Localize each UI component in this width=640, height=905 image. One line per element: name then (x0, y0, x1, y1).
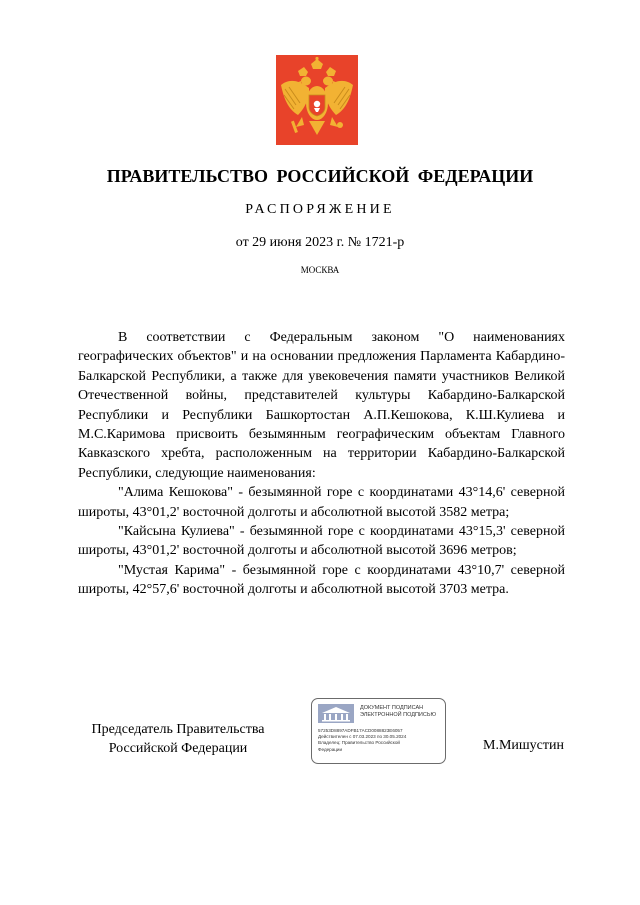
electronic-signature-stamp (311, 698, 446, 764)
stamp-owner-line2: Федерации (318, 746, 343, 752)
stamp-validity: Действителен с 07.03.2023 по 30.05.2024 (318, 734, 407, 740)
government-title: ПРАВИТЕЛЬСТВО РОССИЙСКОЙ ФЕДЕРАЦИИ (106, 166, 534, 186)
order-paragraph-mountain-3: "Мустая Карима" - безымянной горе с координатами 43°10,7' северной широты, 42°57,6' восточной долготы и абсолютной высотой 3703 метра. (78, 562, 565, 598)
document-city: МОСКВА (300, 265, 340, 275)
stamp-title (360, 705, 444, 719)
stamp-certificate: 57253D8897ADFB17ACD0088823E6057 (318, 728, 403, 733)
order-body (78, 328, 565, 600)
order-paragraph-main: В соответствии с Федеральным законом "О наименованиях географических объектов" и на основании предложения Парламента Кабардино-Балкарской Республики, а также для увековечения памяти участников Великой Отечественной войны, представителей культуры Кабардино-Балкарской Республики и Республики Башкортостан А.П.Кешокова, К.Ш.Кулиева и М.С.Каримова присвоить безымянным географическим объектам Главного Кавказского хребта, расположенным на территории Кабардино-Балкарской Республики, следующие наименования: (78, 330, 565, 481)
stamp-owner-line1: Владелец: Правительство Российской (318, 740, 400, 746)
order-paragraph-mountain-2: "Кайсына Кулиева" - безымянной горе с координатами 43°15,3' северной широты, 43°01,2' восточной долготы и абсолютной высотой 3696 метров; (78, 524, 565, 559)
stamp-title-line2: ЭЛЕКТРОННОЙ ПОДПИСЬЮ (360, 712, 437, 718)
stamp-title-line1: ДОКУМЕНТ ПОДПИСАН (360, 705, 424, 711)
signatory-position (78, 720, 278, 758)
document-date-number: от 29 июня 2023 г. № 1721-р (235, 235, 405, 250)
government-building-icon (318, 704, 354, 723)
russian-coat-of-arms-icon (276, 55, 358, 145)
signatory-name: М.Мишустин (483, 738, 564, 753)
signatory-position-line1: Председатель Правительства (91, 722, 265, 737)
stamp-details (318, 728, 442, 753)
document-type: РАСПОРЯЖЕНИЕ (245, 202, 395, 217)
order-paragraph-mountain-1: "Алима Кешокова" - безымянной горе с координатами 43°14,6' северной широты, 43°01,2' восточной долготы и абсолютной высотой 3582 метра; (78, 485, 565, 520)
signatory-position-line2: Российской Федерации (108, 741, 248, 756)
